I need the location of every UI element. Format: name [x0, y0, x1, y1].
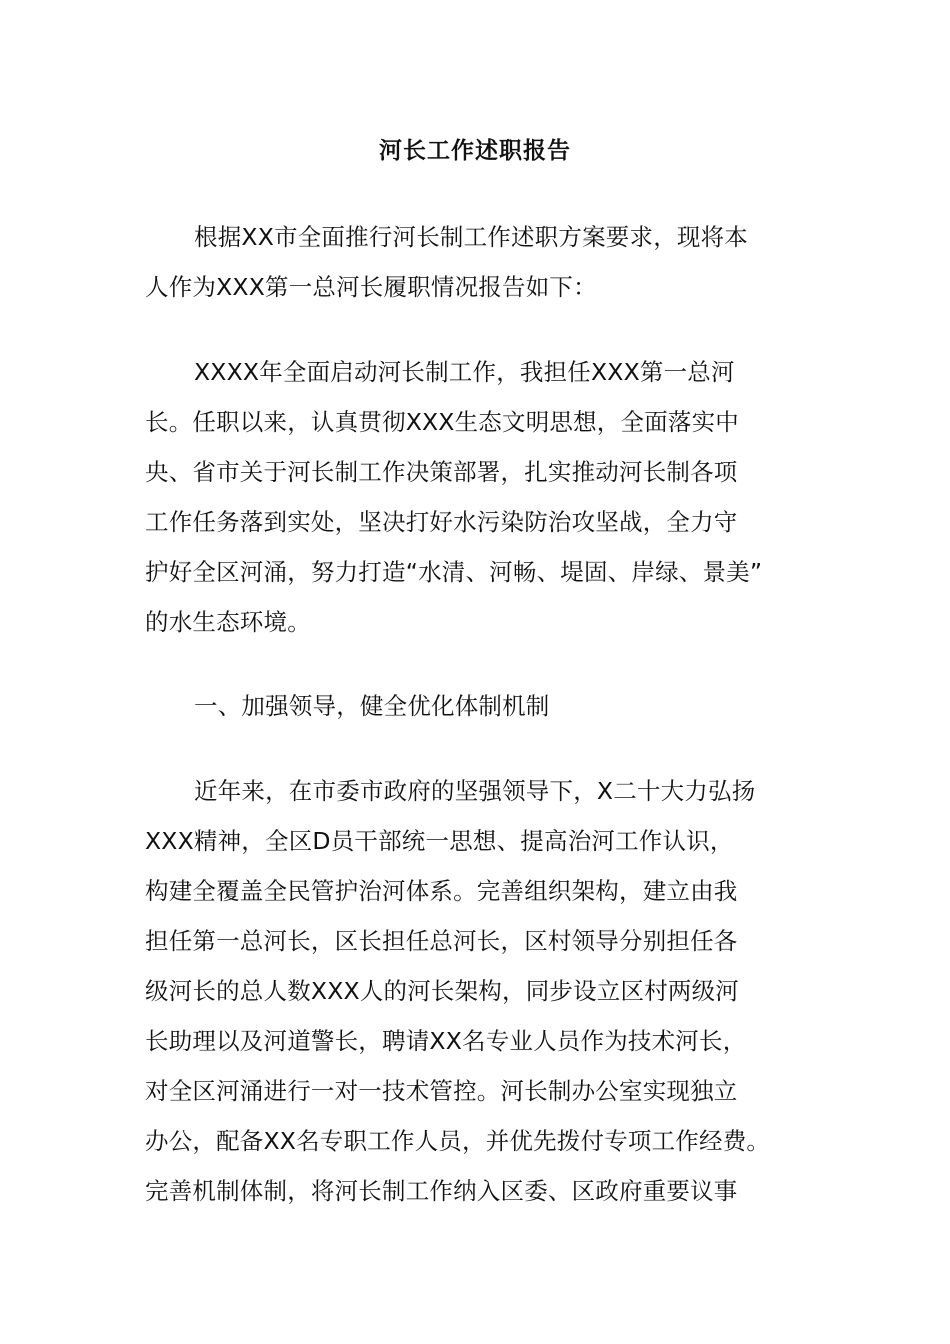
paragraph-line: 长助理以及河道警长，聘请XX名专业人员作为技术河长， [145, 1027, 747, 1055]
paragraph-line: 构建全覆盖全民管护治河体系。完善组织架构，建立由我 [145, 877, 738, 905]
paragraph-line: 近年来，在市委市政府的坚强领导下，X二十大力弘扬 [194, 777, 756, 805]
paragraph-line: 央、省市关于河长制工作决策部署，扎实推动河长制各项 [145, 458, 738, 486]
paragraph-line: XXXX年全面启动河长制工作，我担任XXX第一总河 [194, 358, 735, 386]
paragraph-line: 完善机制体制，将河长制工作纳入区委、区政府重要议事 [145, 1177, 738, 1205]
paragraph-line: 的水生态环境。 [145, 608, 311, 636]
paragraph-line: 长。任职以来，认真贯彻XXX生态文明思想，全面落实中 [145, 408, 739, 436]
paragraph-line: 护好全区河涌，努力打造“水清、河畅、堤固、岸绿、景美” [145, 558, 763, 586]
intro-line: 人作为XXX第一总河长履职情况报告如下： [145, 273, 597, 301]
paragraph-line: 办公，配备XX名专职工作人员，并优先拨付专项工作经费。 [145, 1127, 771, 1155]
document-title: 河长工作述职报告 [379, 138, 571, 164]
paragraph-line: XXX精神，全区D员干部统一思想、提高治河工作认识， [145, 827, 734, 855]
intro-line: 根据XX市全面推行河长制工作述职方案要求，现将本 [194, 223, 748, 251]
section-heading-1: 一、加强领导，健全优化体制机制 [194, 692, 550, 720]
paragraph-line: 工作任务落到实处，坚决打好水污染防治攻坚战，全力守 [145, 508, 738, 536]
paragraph-line: 担任第一总河长，区长担任总河长，区村领导分别担任各 [145, 927, 738, 955]
paragraph-line: 级河长的总人数XXX人的河长架构，同步设立区村两级河 [145, 977, 739, 1005]
paragraph-line: 对全区河涌进行一对一技术管控。河长制办公室实现独立 [145, 1077, 738, 1105]
